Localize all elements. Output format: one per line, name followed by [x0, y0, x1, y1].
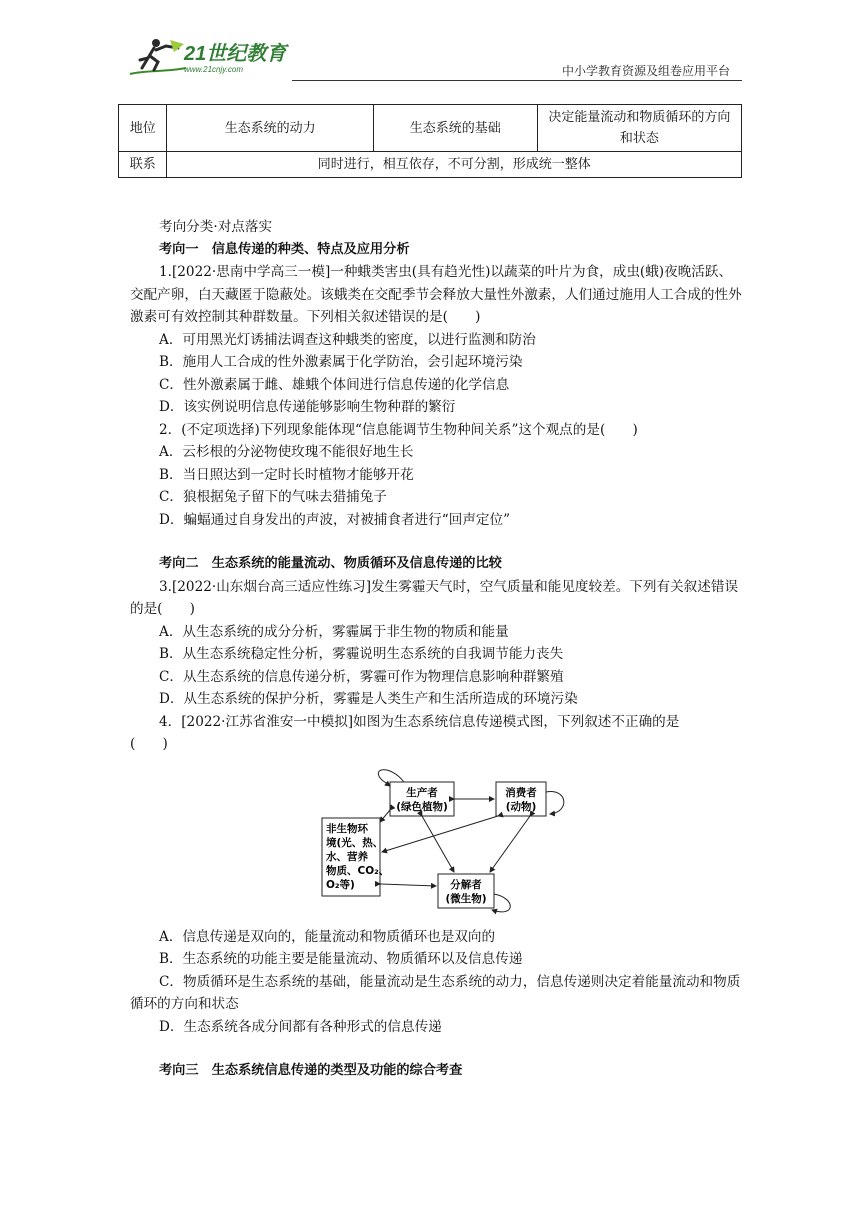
arrow [422, 816, 454, 872]
answer-option: D．蝙蝠通过自身发出的声波，对被捕食者进行“回声定位” [159, 511, 511, 528]
answer-option: B．施用人工合成的性外激素属于化学防治，会引起环境污染 [159, 354, 523, 370]
consumer-sub: (动物) [505, 800, 537, 813]
abiotic-label: O₂等) [326, 878, 355, 891]
section-heading: 考向三 生态系统信息传递的类型及功能的综合考查 [159, 1063, 463, 1078]
table-cell: 地位 [119, 105, 167, 152]
question-stem: 4．[2022·江苏省淮安一中模拟]如图为生态系统信息传递模式图，下列叙述不正确的是 [159, 713, 680, 730]
answer-option: C．物质循环是生态系统的基础，能量流动是生态系统的动力，信息传递则决定着能量流动和物质循环的方向和状态 [130, 973, 741, 1012]
table-cell: 生态系统的动力 [167, 105, 373, 152]
answer-option: C．性外激素属于雌、雄蛾个体间进行信息传递的化学信息 [159, 376, 510, 393]
table-cell: 决定能量流动和物质循环的方向和状态 [537, 105, 741, 152]
answer-option: D．从生态系统的保护分析，雾霾是人类生产和生活所造成的环境污染 [159, 691, 578, 707]
answer-option: A．云杉根的分泌物使玫瑰不能很好地生长 [159, 444, 414, 460]
spacer [130, 1038, 742, 1060]
section-title: 考向分类·对点落实 [159, 219, 273, 235]
abiotic-label: 境(光、热、 [326, 836, 384, 849]
header-divider [292, 80, 742, 81]
table-cell: 生态系统的基础 [373, 105, 537, 152]
section-heading: 考向一 信息传递的种类、特点及应用分析 [159, 241, 410, 257]
question-stem-cont: ( ) [130, 736, 168, 752]
info-transfer-diagram [320, 762, 580, 922]
abiotic-label: 水、营养 [326, 850, 368, 863]
question-stem: 1.[2022·思南中学高三一模]一种蛾类害虫(具有趋光性)以蔬菜的叶片为食，成虫(蛾)夜晚活跃、交配产卵，白天藏匿于隐蔽处。该蛾类在交配季节会释放大量性外激素，人们通过施用人工合成的性外激素可有效控制其种群数量。下列相关叙述错误的是( ) [130, 264, 742, 325]
question-stem: 3.[2022·山东烟台高三适应性练习]发生雾霾天气时，空气质量和能见度较差。下列有关叙述错误的是( ) [130, 578, 739, 617]
answer-option: B．生态系统的功能主要是能量流动、物质循环以及信息传递 [159, 951, 523, 967]
abiotic-label: 非生物环 [326, 822, 368, 835]
arrow [380, 810, 390, 822]
table-cell: 联系 [119, 152, 167, 178]
consumer-label: 消费者 [505, 786, 537, 799]
producer-label: 生产者 [406, 786, 438, 799]
table-row [119, 105, 742, 152]
table-row [119, 152, 742, 178]
logo-url: www.21cnjy.com [184, 65, 243, 74]
arrow [380, 884, 436, 886]
self-loop-arrow [492, 894, 510, 912]
answer-option: D．生态系统各成分间都有各种形式的信息传递 [159, 1018, 442, 1035]
section-heading: 考向二 生态系统的能量流动、物质循环及信息传递的比较 [159, 556, 502, 571]
answer-option: A．可用黑光灯诱捕法调查这种蛾类的密度，以进行监测和防治 [159, 331, 536, 348]
answer-option: A．信息传递是双向的，能量流动和物质循环也是双向的 [159, 928, 496, 945]
answer-option: D．该实例说明信息传递能够影响生物种群的繁衍 [159, 399, 456, 415]
abiotic-label: 物质、CO₂、 [326, 864, 390, 877]
self-loop-arrow [546, 791, 564, 813]
comparison-table [118, 104, 742, 178]
decomposer-label: 分解者 [450, 878, 482, 891]
answer-option: C．从生态系统的信息传递分析，雾霾可作为物理信息影响种群繁殖 [159, 668, 564, 685]
spacer [130, 531, 742, 553]
document-body [130, 216, 742, 1083]
decomposer-sub: (微生物) [445, 892, 487, 905]
answer-option: C．狼根据兔子留下的气味去猎捕兔子 [159, 489, 387, 505]
producer-sub: (绿色植物) [396, 800, 448, 813]
question-stem: 2．(不定项选择)下列现象能体现“信息能调节生物种间关系”这个观点的是( ) [159, 421, 638, 438]
answer-option: A．从生态系统的成分分析，雾霾属于非生物的物质和能量 [159, 623, 509, 640]
arrow [490, 816, 530, 872]
logo [126, 34, 296, 80]
answer-option: B．从生态系统稳定性分析，雾霾说明生态系统的自我调节能力丧失 [159, 646, 564, 662]
logo-text: 21世纪教育 [184, 43, 287, 65]
page-header [126, 34, 742, 82]
table-cell: 同时进行，相互依存，不可分割，形成统一整体 [167, 152, 742, 178]
platform-name: 中小学教育资源及组卷应用平台 [561, 64, 730, 78]
answer-option: B．当日照达到一定时长时植物才能够开花 [159, 466, 414, 483]
